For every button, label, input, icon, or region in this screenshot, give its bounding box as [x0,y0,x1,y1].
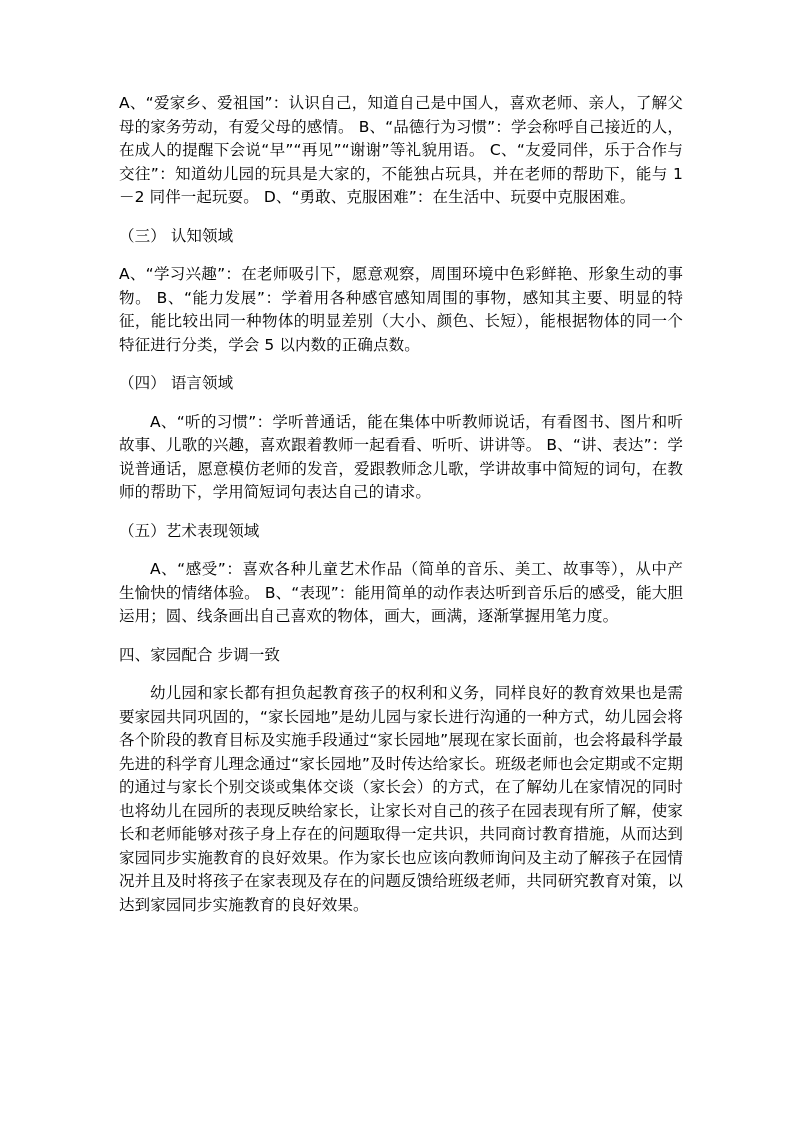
section-art-heading: （五）艺术表现领域 [119,521,260,540]
part-home-school-paragraph: 幼儿园和家长都有担负起教育孩子的权利和义务，同样良好的教育效果也是需要家园共同巩固的，“家长园地”是幼儿园与家长进行沟通的一种方式，幼儿园会将各个阶段的教育目标及实施手段通过“家长园地”展现在家长面前，也会将最科学最先进的科学育儿理念通过“家长园地”及时传达给家长。班级老师也会定期或不定期的通过与家长个别交谈或集体交谈（家长会）的方式，在了解幼儿在家情况的同时也将幼儿在园所的表现反映给家长，让家长对自己的孩子在园表现有所了解，使家长和老师能够对孩子身上存在的问题取得一定共识，共同商讨教育措施，从而达到家园同步实施教育的良好效果。作为家长也应该向教师询问及主动了解孩子在园情况并且及时将孩子在家表现及存在的问题反馈给班级老师，共同研究教育对策，以达到家园同步实施教育的良好效果。 [119,684,683,914]
section-cognitive-heading: （三） 认知领域 [119,226,234,245]
document-page [119,92,683,932]
section-art-paragraph: A、“感受”：喜欢各种儿童艺术作品（简单的音乐、美工、故事等），从中产生愉快的情绪体验。 B、“表现”：能用简单的动作表达听到音乐后的感受，能大胆运用；圆、线条画出自己喜欢的物体，画大，画满，逐渐掌握用笔力度。 [119,560,683,625]
part-home-school-heading: 四、家园配合 步调一致 [119,645,281,664]
section-cognitive-paragraph: A、“学习兴趣”：在老师吸引下，愿意观察，周围环境中色彩鲜艳、形象生动的事物。 B、“能力发展”：学着用各种感官感知周围的事物，感知其主要、明显的特征，能比较出同一种物体的明显差别（大小、颜色、长短），能根据物体的同一个特征进行分类，学会 5 以内数的正确点数。 [119,265,683,354]
section-language-heading: （四） 语言领域 [119,374,234,392]
section-language-paragraph: A、“听的习惯”：学听普通话，能在集体中听教师说话，有看图书、图片和听故事、儿歌的兴趣，喜欢跟着教师一起看看、听听、讲讲等。 B、“讲、表达”：学说普通话，愿意模仿老师的发音，爱跟教师念儿歌，学讲故事中简短的词句，在教师的帮助下，学用简短词句表达自己的请求。 [119,412,683,501]
social-domain-paragraph: A、“爱家乡、爱祖国”：认识自己，知道自己是中国人，喜欢老师、亲人，了解父母的家务劳动，有爱父母的感情。 B、“品德行为习惯”：学会称呼自己接近的人，在成人的提醒下会说“早”“再见”“谢谢”等礼貌用语。 C、“友爱同伴，乐于合作与交往”：知道幼儿园的玩具是大家的，不能独占玩具，并在老师的帮助下，能与 1－2 同伴一起玩耍。 D、“勇敢、克服困难”：在生活中、玩耍中克服困难。 [119,94,683,206]
